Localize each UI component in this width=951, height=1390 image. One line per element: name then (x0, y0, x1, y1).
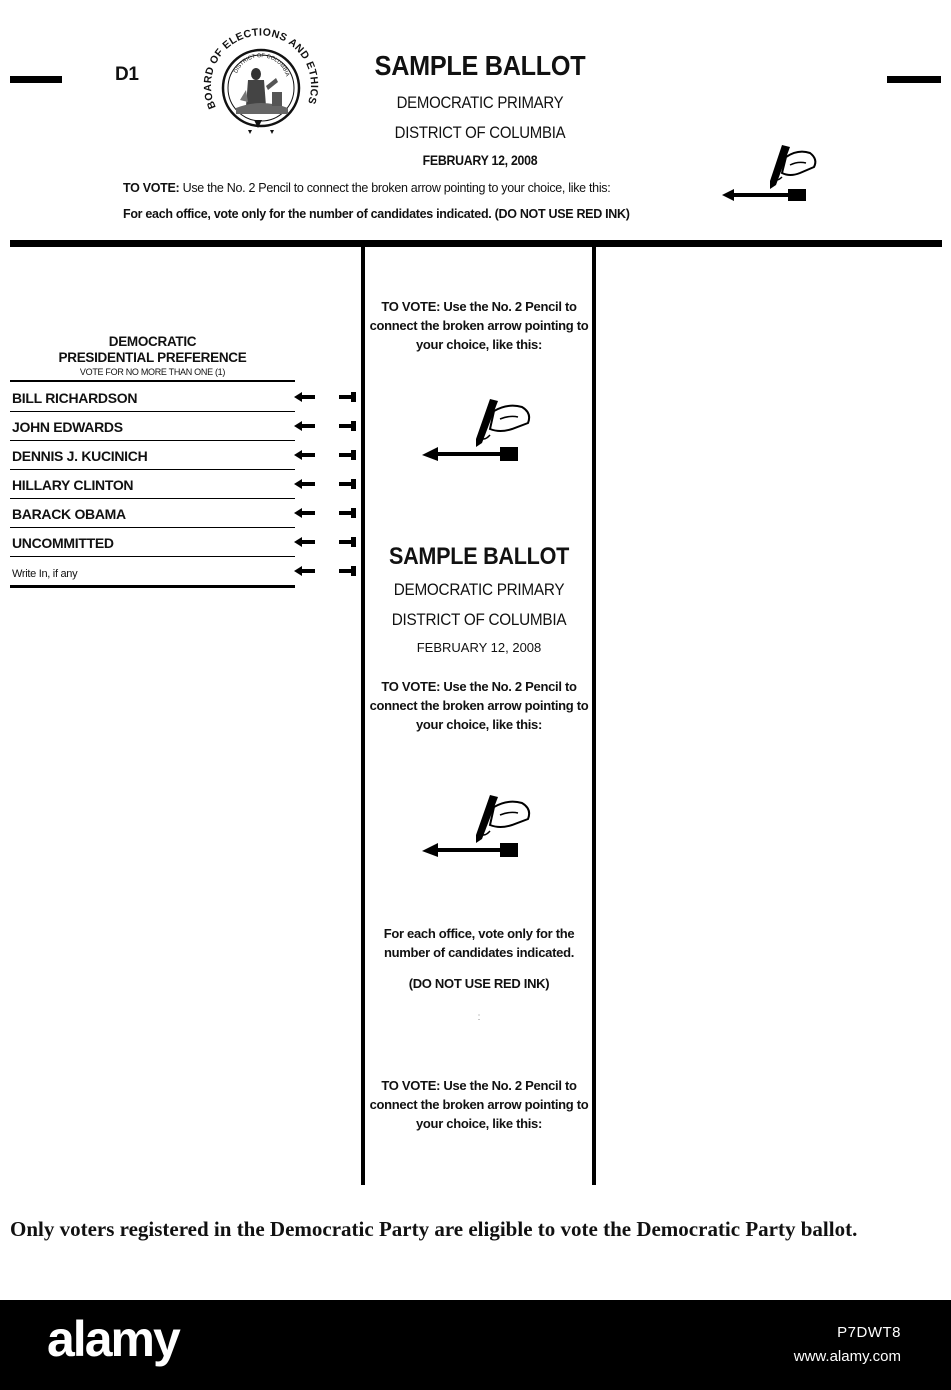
header-instruction-2: For each office, vote only for the number of candidates indicated. (DO NOT USE RED INK) (123, 207, 630, 221)
svg-text:BOARD OF ELECTIONS AND ETHICS: BOARD OF ELECTIONS AND ETHICS (201, 26, 321, 111)
candidate-row (10, 527, 295, 557)
pencil-hand-icon-large-1 (420, 397, 535, 467)
registration-mark-right (887, 76, 941, 83)
header-instruction-1 (123, 181, 610, 195)
candidate-row (10, 440, 295, 470)
middle-instruction-3: TO VOTE: Use the No. 2 Pencil to connect the broken arrow pointing to your choice, like this: (369, 1078, 589, 1131)
pencil-hand-icon-large-2 (420, 793, 535, 863)
contest-heading-party: DEMOCRATIC (108, 334, 197, 349)
middle-dot: : (477, 1012, 481, 1023)
watermark-image-id: P7DWT8 (837, 1324, 901, 1341)
middle-instruction-1: TO VOTE: Use the No. 2 Pencil to connect the broken arrow pointing to your choice, like this: (369, 299, 589, 352)
middle-title: SAMPLE BALLOT (388, 543, 570, 570)
board-seal (196, 16, 326, 146)
instruction-label: TO VOTE: (123, 181, 180, 195)
watermark-logo: alamy (47, 1311, 179, 1367)
column-divider-left (361, 247, 365, 1185)
middle-election-date: FEBRUARY 12, 2008 (416, 640, 542, 655)
middle-instruction-2: TO VOTE: Use the No. 2 Pencil to connect the broken arrow pointing to your choice, like this: (369, 679, 589, 732)
candidate-name: HILLARY CLINTON (12, 477, 134, 493)
candidate-name: BILL RICHARDSON (12, 390, 138, 406)
contest-heading-office: PRESIDENTIAL PREFERENCE (58, 350, 247, 365)
ballot-title: SAMPLE BALLOT (374, 50, 586, 81)
candidate-row (10, 411, 295, 441)
header-divider (10, 240, 942, 247)
candidate-name: BARACK OBAMA (12, 506, 126, 522)
candidate-row (10, 382, 295, 412)
ballot-code: D1 (115, 64, 139, 85)
column-divider-right (592, 247, 596, 1185)
watermark-bar (0, 1300, 951, 1390)
vote-arrow-target[interactable] (293, 564, 363, 578)
vote-for-instruction: VOTE FOR NO MORE THAN ONE (1) (79, 367, 226, 377)
vote-arrow-target[interactable] (293, 448, 363, 462)
candidate-name: JOHN EDWARDS (12, 419, 123, 435)
svg-text:DISTRICT OF COLUMBIA: DISTRICT OF COLUMBIA (233, 53, 291, 78)
registration-mark-left (10, 76, 62, 83)
vote-arrow-target[interactable] (293, 535, 363, 549)
eligibility-notice: Only voters registered in the Democratic Party are eligible to vote the Democratic Party ballot. (10, 1217, 858, 1241)
candidate-row (10, 498, 295, 528)
candidate-name: UNCOMMITTED (12, 535, 114, 551)
election-name: DEMOCRATIC PRIMARY (396, 93, 564, 112)
election-date: FEBRUARY 12, 2008 (422, 152, 538, 168)
vote-arrow-target[interactable] (293, 419, 363, 433)
watermark-url: www.alamy.com (793, 1348, 901, 1365)
candidate-row (10, 469, 295, 499)
pencil-hand-icon (720, 143, 820, 209)
middle-election-name: DEMOCRATIC PRIMARY (393, 580, 565, 599)
vote-arrow-target[interactable] (293, 506, 363, 520)
middle-no-red-ink: (DO NOT USE RED INK) (408, 976, 550, 991)
middle-district-name: DISTRICT OF COLUMBIA (391, 610, 567, 629)
write-in-label: Write In, if any (12, 568, 78, 580)
district-name: DISTRICT OF COLUMBIA (394, 123, 566, 142)
instruction-text: Use the No. 2 Pencil to connect the broken arrow pointing to your choice, like this: (182, 181, 611, 195)
middle-each-office: For each office, vote only for the number of candidates indicated. (383, 926, 575, 960)
candidate-name: DENNIS J. KUCINICH (12, 448, 148, 464)
vote-arrow-target[interactable] (293, 477, 363, 491)
vote-arrow-target[interactable] (293, 390, 363, 404)
write-in-row (10, 556, 295, 588)
